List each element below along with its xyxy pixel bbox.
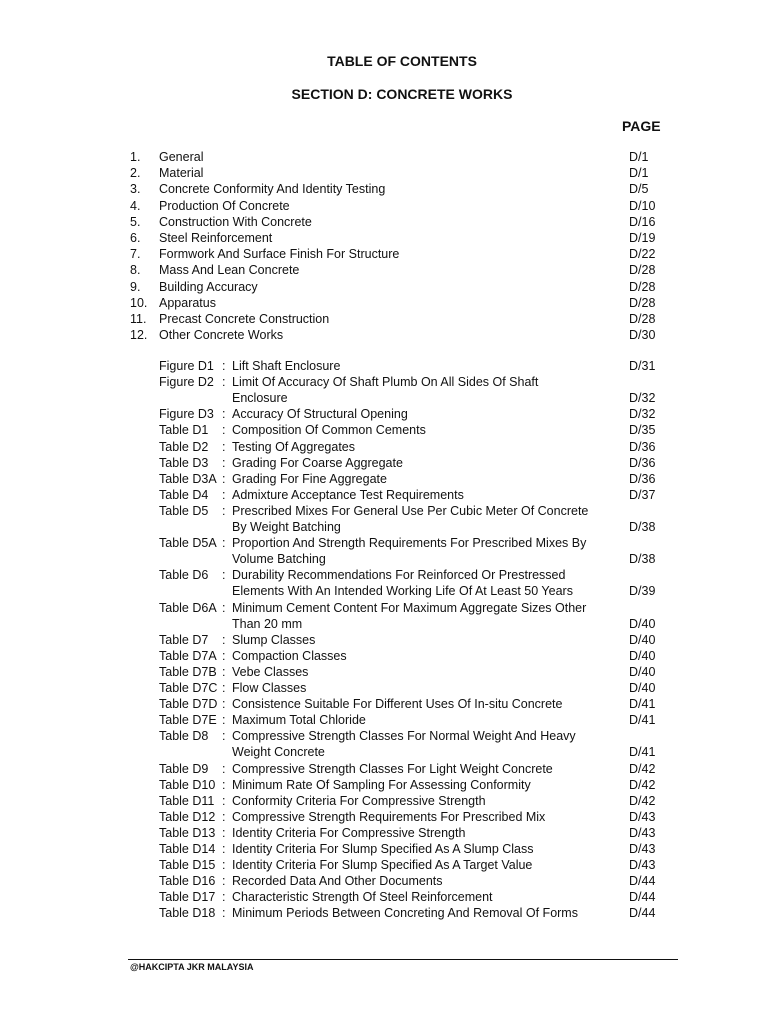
figure-table-label: Table D7C [159, 681, 218, 695]
toc-figure-table-row [0, 777, 768, 793]
figure-table-page: D/42 [629, 777, 656, 792]
label-colon: : [222, 503, 226, 518]
figure-table-title-continuation: Enclosure [232, 391, 288, 406]
figure-table-title: Minimum Cement Content For Maximum Aggregate Sizes Other [232, 600, 587, 615]
toc-figure-table-row [0, 825, 768, 841]
section-title: Other Concrete Works [159, 328, 284, 343]
page-column-header: PAGE [622, 118, 661, 134]
section-number: 12. [130, 328, 148, 343]
section-number: 3. [130, 182, 141, 197]
figure-table-page: D/32 [629, 391, 656, 406]
toc-figure-table-row [0, 680, 768, 696]
label-colon: : [222, 793, 226, 808]
label-colon: : [222, 375, 226, 390]
label-colon: : [222, 407, 226, 422]
section-page: D/22 [629, 247, 656, 262]
figure-table-label: Table D7E [159, 713, 217, 728]
figure-table-title-continuation: Elements With An Intended Working Life Of At Least 50 Years [232, 584, 573, 599]
figure-table-page: D/38 [629, 519, 656, 534]
figure-table-title-continuation: Weight Concrete [232, 745, 325, 760]
label-colon: : [222, 777, 226, 792]
figure-table-page: D/43 [629, 858, 656, 873]
figure-table-page: D/42 [629, 761, 656, 776]
figure-table-label: Table D12 [159, 809, 216, 824]
toc-figure-table-row [0, 648, 768, 664]
section-page: D/30 [629, 328, 656, 343]
figure-table-title: Prescribed Mixes For General Use Per Cubic Meter Of Concrete [232, 503, 589, 518]
section-number: 6. [130, 231, 141, 245]
figure-table-label: Table D2 [159, 439, 209, 454]
figure-table-page: D/44 [629, 906, 656, 921]
toc-section-row [0, 279, 768, 295]
figure-table-label: Table D7D [159, 697, 218, 712]
figure-table-label: Table D5A [159, 536, 217, 551]
section-number: 9. [130, 279, 141, 294]
toc-section-row [0, 181, 768, 197]
label-colon: : [222, 825, 226, 840]
toc-section-row [0, 327, 768, 343]
label-colon: : [222, 842, 226, 856]
figure-table-title: Compressive Strength Requirements For Prescribed Mix [232, 809, 546, 824]
figure-table-title: Compressive Strength Classes For Light Weight Concrete [232, 761, 553, 776]
toc-section-row [0, 311, 768, 327]
figure-table-title-continuation: Than 20 mm [232, 616, 303, 631]
label-colon: : [222, 536, 226, 551]
figure-table-title: Compressive Strength Classes For Normal Weight And Heavy [232, 729, 576, 744]
toc-figure-table-row [0, 471, 768, 487]
label-colon: : [222, 568, 226, 583]
figure-table-title: Compaction Classes [232, 648, 347, 663]
figure-table-label: Table D7 [159, 632, 209, 647]
toc-figure-table-row [0, 455, 768, 471]
figure-table-page: D/43 [629, 825, 656, 840]
figure-table-label: Table D13 [159, 825, 216, 840]
toc-figure-table-row [0, 600, 768, 632]
label-colon: : [222, 761, 226, 776]
section-page: D/16 [629, 214, 656, 229]
figure-table-page: D/43 [629, 809, 656, 824]
figure-table-label: Table D15 [159, 858, 216, 873]
toc-figure-table-row [0, 873, 768, 889]
section-title: Precast Concrete Construction [159, 312, 330, 326]
toc-section-row [0, 165, 768, 181]
section-title: Building Accuracy [159, 279, 258, 294]
label-colon: : [222, 713, 226, 728]
figure-table-page: D/41 [629, 713, 656, 728]
section-number: 7. [130, 247, 141, 262]
figure-table-label: Table D17 [159, 890, 216, 905]
section-title: Mass And Lean Concrete [159, 263, 300, 278]
section-title: Formwork And Surface Finish For Structure [159, 247, 400, 262]
toc-figure-table-row [0, 857, 768, 873]
toc-figure-table-row [0, 793, 768, 809]
figure-table-title: Characteristic Strength Of Steel Reinforcement [232, 890, 493, 905]
section-title: Material [159, 166, 204, 181]
figure-table-title: Composition Of Common Cements [232, 423, 426, 438]
section-title: Construction With Concrete [159, 214, 312, 229]
figure-table-label: Table D7B [159, 664, 217, 679]
figure-table-page: D/31 [629, 359, 656, 373]
label-colon: : [222, 906, 226, 921]
toc-section-row [0, 230, 768, 246]
figure-table-title: Vebe Classes [232, 664, 309, 679]
toc-figure-table-row [0, 358, 768, 374]
label-colon: : [222, 697, 226, 712]
toc-section-row [0, 246, 768, 262]
section-number: 2. [130, 166, 141, 181]
section-title: Apparatus [159, 295, 216, 310]
footer-copyright: @HAKCIPTA JKR MALAYSIA [130, 962, 254, 972]
section-title: General [159, 150, 204, 164]
toc-figure-table-row [0, 503, 768, 535]
label-colon: : [222, 455, 226, 470]
figure-table-title: Consistence Suitable For Different Uses Of In-situ Concrete [232, 697, 563, 712]
toc-figure-table-row [0, 535, 768, 567]
section-number: 5. [130, 214, 141, 229]
figure-table-title: Conformity Criteria For Compressive Strength [232, 793, 486, 808]
figure-table-label: Table D16 [159, 874, 216, 889]
figure-table-label: Figure D3 [159, 407, 214, 422]
figure-table-page: D/40 [629, 632, 656, 647]
figure-table-title: Accuracy Of Structural Opening [232, 407, 408, 422]
figure-table-title: Flow Classes [232, 681, 307, 695]
toc-section-row [0, 262, 768, 278]
toc-section-row [0, 198, 768, 214]
figure-table-label: Table D10 [159, 777, 216, 792]
figure-table-title: Identity Criteria For Slump Specified As A Slump Class [232, 842, 534, 856]
figure-table-title: Identity Criteria For Slump Specified As A Target Value [232, 858, 533, 873]
figure-table-page: D/35 [629, 423, 656, 438]
figure-table-page: D/44 [629, 874, 656, 889]
figure-table-title: Grading For Coarse Aggregate [232, 455, 403, 470]
figure-table-label: Table D4 [159, 487, 209, 502]
figure-table-label: Table D5 [159, 503, 209, 518]
figure-table-label: Table D8 [159, 729, 209, 744]
section-page: D/28 [629, 312, 656, 326]
section-page: D/28 [629, 295, 656, 310]
figure-table-title: Proportion And Strength Requirements For Prescribed Mixes By [232, 536, 587, 551]
figure-table-label: Table D3 [159, 455, 209, 470]
figure-table-page: D/41 [629, 745, 656, 760]
figure-table-label: Table D1 [159, 423, 209, 438]
toc-figure-table-row [0, 696, 768, 712]
toc-section-row [0, 214, 768, 230]
section-page: D/28 [629, 263, 656, 278]
label-colon: : [222, 664, 226, 679]
figure-table-page: D/41 [629, 697, 656, 712]
section-page: D/1 [629, 150, 649, 164]
section-page: D/19 [629, 231, 656, 245]
figure-table-page: D/38 [629, 552, 656, 567]
figure-table-title: Durability Recommendations For Reinforced Or Prestressed [232, 568, 566, 583]
toc-figure-table-row [0, 374, 768, 406]
label-colon: : [222, 858, 226, 873]
section-number: 4. [130, 198, 141, 213]
section-title: Concrete Conformity And Identity Testing [159, 182, 386, 197]
figure-table-page: D/40 [629, 664, 656, 679]
toc-figure-table-row [0, 889, 768, 905]
figure-table-page: D/42 [629, 793, 656, 808]
toc-figure-table-row [0, 567, 768, 599]
section-page: D/1 [629, 166, 649, 181]
label-colon: : [222, 471, 226, 486]
section-number: 1. [130, 150, 141, 164]
label-colon: : [222, 423, 226, 438]
section-page: D/28 [629, 279, 656, 294]
toc-figure-table-row [0, 439, 768, 455]
figure-table-label: Table D11 [159, 793, 215, 808]
label-colon: : [222, 439, 226, 454]
figure-table-page: D/36 [629, 471, 656, 486]
section-number: 11. [130, 312, 147, 326]
figure-table-label: Table D6A [159, 600, 217, 615]
label-colon: : [222, 681, 226, 695]
figure-table-page: D/36 [629, 439, 656, 454]
figure-table-label: Table D14 [159, 842, 216, 856]
figure-table-title-continuation: By Weight Batching [232, 519, 341, 534]
figure-table-title: Lift Shaft Enclosure [232, 359, 341, 373]
section-title: SECTION D: CONCRETE WORKS [291, 86, 513, 102]
section-page: D/10 [629, 198, 656, 213]
toc-figure-table-row [0, 728, 768, 760]
figure-table-label: Figure D2 [159, 375, 214, 390]
figure-table-page: D/39 [629, 584, 656, 599]
figure-table-title: Maximum Total Chloride [232, 713, 366, 728]
label-colon: : [222, 729, 226, 744]
label-colon: : [222, 359, 226, 373]
figure-table-label: Table D7A [159, 648, 217, 663]
toc-figure-table-row [0, 422, 768, 438]
label-colon: : [222, 632, 226, 647]
document-title: TABLE OF CONTENTS [327, 53, 477, 69]
figure-table-title: Grading For Fine Aggregate [232, 471, 387, 486]
figure-table-page: D/37 [629, 487, 656, 502]
toc-figure-table-row [0, 406, 768, 422]
section-number: 10. [130, 295, 148, 310]
figure-table-title-continuation: Volume Batching [232, 552, 326, 567]
figure-table-label: Table D3A [159, 471, 217, 486]
toc-figure-table-row [0, 809, 768, 825]
figure-table-page: D/44 [629, 890, 656, 905]
footer-divider [128, 959, 678, 960]
label-colon: : [222, 600, 226, 615]
figure-table-title: Limit Of Accuracy Of Shaft Plumb On All Sides Of Shaft [232, 375, 539, 390]
figure-table-page: D/36 [629, 455, 656, 470]
toc-section-row [0, 149, 768, 165]
toc-figure-table-row [0, 664, 768, 680]
section-title: Production Of Concrete [159, 198, 290, 213]
figure-table-label: Table D18 [159, 906, 216, 921]
figure-table-page: D/40 [629, 681, 656, 695]
figure-table-page: D/40 [629, 648, 656, 663]
section-number: 8. [130, 263, 141, 278]
figure-table-label: Figure D1 [159, 359, 214, 373]
label-colon: : [222, 487, 226, 502]
figure-table-page: D/40 [629, 616, 656, 631]
figure-table-title: Identity Criteria For Compressive Strength [232, 825, 466, 840]
toc-figure-table-row [0, 632, 768, 648]
section-page: D/5 [629, 182, 649, 197]
figure-table-title: Minimum Rate Of Sampling For Assessing Conformity [232, 777, 531, 792]
toc-figure-table-row [0, 487, 768, 503]
toc-figure-table-row [0, 712, 768, 728]
toc-figure-table-row [0, 761, 768, 777]
figure-table-label: Table D6 [159, 568, 209, 583]
figure-table-title: Recorded Data And Other Documents [232, 874, 443, 889]
toc-figure-table-row [0, 841, 768, 857]
figure-table-page: D/43 [629, 842, 656, 856]
toc-section-row [0, 295, 768, 311]
figure-table-title: Slump Classes [232, 632, 316, 647]
figure-table-title: Testing Of Aggregates [232, 439, 355, 454]
label-colon: : [222, 809, 226, 824]
label-colon: : [222, 890, 226, 905]
figure-table-label: Table D9 [159, 761, 209, 776]
section-title: Steel Reinforcement [159, 231, 273, 245]
label-colon: : [222, 648, 226, 663]
figure-table-page: D/32 [629, 407, 656, 422]
figure-table-title: Minimum Periods Between Concreting And Removal Of Forms [232, 906, 578, 921]
label-colon: : [222, 874, 226, 889]
toc-figure-table-row [0, 905, 768, 921]
figure-table-title: Admixture Acceptance Test Requirements [232, 487, 464, 502]
